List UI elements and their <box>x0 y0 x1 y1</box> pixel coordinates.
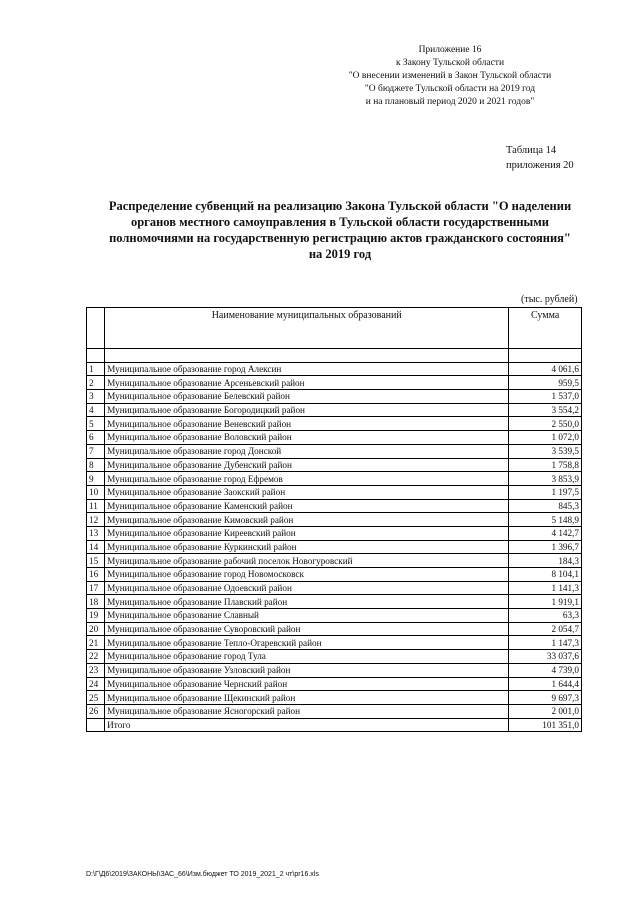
row-number: 8 <box>87 458 105 472</box>
table-row <box>87 417 582 431</box>
row-number: 13 <box>87 526 105 540</box>
table-row <box>87 526 582 540</box>
table-row <box>87 636 582 650</box>
row-sum: 3 539,5 <box>509 444 582 458</box>
row-number: 25 <box>87 691 105 705</box>
row-name: Муниципальное образование Щекинский район <box>105 691 509 705</box>
row-name: Муниципальное образование Белевский район <box>105 390 509 404</box>
row-name: Муниципальное образование рабочий поселок Новогуровский <box>105 554 509 568</box>
row-sum: 959,5 <box>509 376 582 390</box>
table-reference <box>506 143 574 173</box>
table-row <box>87 704 582 718</box>
row-number: 26 <box>87 704 105 718</box>
row-sum: 184,3 <box>509 554 582 568</box>
table-header-row <box>87 308 582 349</box>
row-name: Муниципальное образование город Ефремов <box>105 472 509 486</box>
row-sum: 33 037,6 <box>509 650 582 664</box>
table-row <box>87 431 582 445</box>
file-path-footer: D:\Г\Д6\2019\ЗАКОНЫ\ЗАС_66\Изм.бюджет ТО 2019_2021_2 чт\pr16.xls <box>86 871 319 878</box>
title-line: Распределение субвенций на реализацию Закона Тульской области "О наделении <box>108 199 572 213</box>
table-row <box>87 568 582 582</box>
row-sum: 1 197,5 <box>509 485 582 499</box>
row-number: 5 <box>87 417 105 431</box>
table-row <box>87 472 582 486</box>
row-number: 18 <box>87 595 105 609</box>
appendix-line: и на плановый период 2020 и 2021 годов" <box>365 97 535 107</box>
row-number: 20 <box>87 622 105 636</box>
total-label: Итого <box>105 718 509 732</box>
row-sum: 3 554,2 <box>509 403 582 417</box>
row-number: 16 <box>87 568 105 582</box>
header-number <box>87 308 105 349</box>
row-sum: 9 697,3 <box>509 691 582 705</box>
row-name: Муниципальное образование Куркинский район <box>105 540 509 554</box>
table-row <box>87 513 582 527</box>
row-name: Муниципальное образование Каменский район <box>105 499 509 513</box>
row-sum: 845,3 <box>509 499 582 513</box>
table-row <box>87 499 582 513</box>
row-name: Муниципальное образование Тепло-Огаревский район <box>105 636 509 650</box>
row-name: Муниципальное образование Арсеньевский район <box>105 376 509 390</box>
total-sum: 101 351,0 <box>509 718 582 732</box>
units-label: (тыс. рублей) <box>521 294 578 305</box>
row-name: Муниципальное образование город Тула <box>105 650 509 664</box>
row-number: 22 <box>87 650 105 664</box>
table-ref-line: Таблица 14 <box>506 145 557 156</box>
row-sum: 4 061,6 <box>509 362 582 376</box>
row-number: 1 <box>87 362 105 376</box>
total-number <box>87 718 105 732</box>
row-sum: 1 072,0 <box>509 431 582 445</box>
table-spacer-row <box>87 349 582 363</box>
row-sum: 63,3 <box>509 609 582 623</box>
table-row <box>87 362 582 376</box>
row-number: 3 <box>87 390 105 404</box>
row-name: Муниципальное образование Кимовский район <box>105 513 509 527</box>
row-name: Муниципальное образование город Алексин <box>105 362 509 376</box>
row-number: 14 <box>87 540 105 554</box>
table-row <box>87 485 582 499</box>
header-sum: Сумма <box>509 308 582 349</box>
row-sum: 2 054,7 <box>509 622 582 636</box>
title-line: на 2019 год <box>308 247 372 261</box>
row-name: Муниципальное образование Киреевский район <box>105 526 509 540</box>
row-sum: 1 141,3 <box>509 581 582 595</box>
row-sum: 4 142,7 <box>509 526 582 540</box>
row-name: Муниципальное образование Одоевский район <box>105 581 509 595</box>
table-row <box>87 444 582 458</box>
row-name: Муниципальное образование Ясногорский район <box>105 704 509 718</box>
table-row <box>87 677 582 691</box>
row-sum: 1 644,4 <box>509 677 582 691</box>
row-sum: 5 148,9 <box>509 513 582 527</box>
row-sum: 1 147,3 <box>509 636 582 650</box>
row-sum: 3 853,9 <box>509 472 582 486</box>
row-name: Муниципальное образование Чернский район <box>105 677 509 691</box>
row-number: 10 <box>87 485 105 499</box>
header-name: Наименование муниципальных образований <box>105 308 509 349</box>
row-sum: 4 739,0 <box>509 663 582 677</box>
appendix-header <box>320 44 580 109</box>
row-sum: 1 758,8 <box>509 458 582 472</box>
row-number: 21 <box>87 636 105 650</box>
row-name: Муниципальное образование Суворовский район <box>105 622 509 636</box>
appendix-line: "О бюджете Тульской области на 2019 год <box>364 84 536 94</box>
row-name: Муниципальное образование Богородицкий район <box>105 403 509 417</box>
table-row <box>87 650 582 664</box>
table-row <box>87 622 582 636</box>
row-number: 6 <box>87 431 105 445</box>
table-row <box>87 403 582 417</box>
table-body <box>87 349 582 719</box>
table-row <box>87 581 582 595</box>
row-number: 9 <box>87 472 105 486</box>
row-number: 19 <box>87 609 105 623</box>
table-row <box>87 691 582 705</box>
table-row <box>87 390 582 404</box>
row-number: 23 <box>87 663 105 677</box>
row-sum: 1 919,1 <box>509 595 582 609</box>
total-row <box>87 718 582 732</box>
table-row <box>87 540 582 554</box>
row-number: 11 <box>87 499 105 513</box>
table-ref-line: приложения 20 <box>506 160 574 171</box>
row-number: 24 <box>87 677 105 691</box>
row-sum: 2 001,0 <box>509 704 582 718</box>
row-name: Муниципальное образование Заокский район <box>105 485 509 499</box>
title-line: органов местного самоуправления в Тульской области государственными <box>130 215 550 229</box>
row-name: Муниципальное образование Воловский район <box>105 431 509 445</box>
table-row <box>87 376 582 390</box>
appendix-line: к Закону Тульской области <box>395 58 505 68</box>
row-name: Муниципальное образование Веневский район <box>105 417 509 431</box>
table-row <box>87 609 582 623</box>
document-title <box>60 198 620 262</box>
row-sum: 1 537,0 <box>509 390 582 404</box>
row-number: 17 <box>87 581 105 595</box>
subsidy-table <box>86 307 582 732</box>
row-sum: 2 550,0 <box>509 417 582 431</box>
row-sum: 8 104,1 <box>509 568 582 582</box>
appendix-line: Приложение 16 <box>418 45 482 55</box>
table-row <box>87 663 582 677</box>
row-number: 12 <box>87 513 105 527</box>
row-number: 7 <box>87 444 105 458</box>
row-number: 2 <box>87 376 105 390</box>
title-line: полномочиями на государственную регистрацию актов гражданского состояния" <box>109 231 571 245</box>
row-number: 4 <box>87 403 105 417</box>
row-name: Муниципальное образование город Новомосковск <box>105 568 509 582</box>
row-name: Муниципальное образование Дубенский район <box>105 458 509 472</box>
row-name: Муниципальное образование Славный <box>105 609 509 623</box>
table-row <box>87 554 582 568</box>
table-row <box>87 595 582 609</box>
row-name: Муниципальное образование Узловский район <box>105 663 509 677</box>
table-row <box>87 458 582 472</box>
row-sum: 1 396,7 <box>509 540 582 554</box>
row-name: Муниципальное образование город Донской <box>105 444 509 458</box>
appendix-line: "О внесении изменений в Закон Тульской области <box>348 71 552 81</box>
row-number: 15 <box>87 554 105 568</box>
row-name: Муниципальное образование Плавский район <box>105 595 509 609</box>
